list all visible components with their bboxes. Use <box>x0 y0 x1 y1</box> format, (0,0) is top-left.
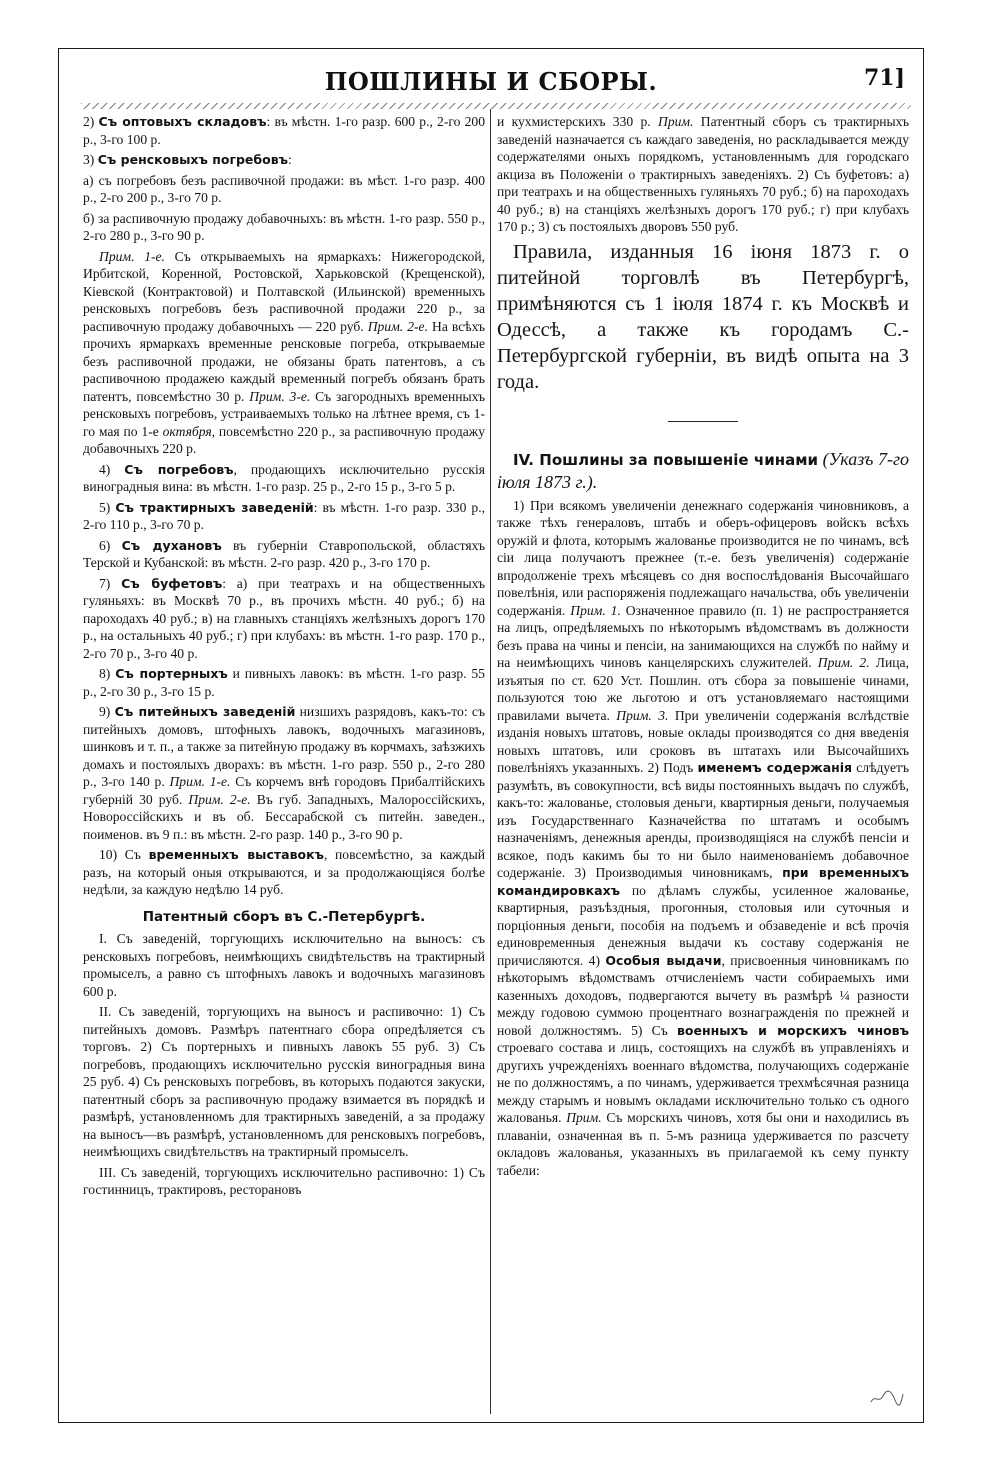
section-separator <box>668 421 738 422</box>
paragraph-rhine-cellars: 3) Съ ренсковыхъ погребовъ: <box>83 152 292 167</box>
column-divider <box>490 109 491 1414</box>
paragraph-wholesale-warehouses: 2) Съ оптовыхъ складовъ: въ мѣстн. 1-го разр. 600 р., 2-го 200 р., 3-го 100 р. <box>83 114 485 147</box>
paragraph-drinking-establishments: 9) Съ питейныхъ заведеній низшихъ разрядовъ, какъ-то: съ питейныхъ домовъ, штофныхъ лавокъ, водочныхъ магазиновъ, шинковъ и т. п., а также за питейную продажу въ корчмахъ, заѣзжихъ домахъ и постоялыхъ дворахъ: въ мѣстн. 1-го разр. 550 р., 2-го 280 р., 3-го 140 р. Прим. 1-е. Съ корчемъ внѣ городовъ Прибалтійскихъ губерній 30 руб. Прим. 2-е. Въ губ. Западныхъ, Малороссійскихъ, Новороссійскихъ и въ об. Бессарабской съ питейн. заведен., поименов. въ 9 п.: въ мѣстн. 2-го разр. 140 р., 3-го 90 р. <box>83 704 485 842</box>
running-title: ПОШЛИНЫ И СБОРЫ. <box>324 67 658 96</box>
paragraph-patent-iii: III. Съ заведеній, торгующихъ исключительно распивочно: 1) Съ гостинницъ, трактировъ, ресторановъ <box>83 1164 485 1197</box>
margin-mark <box>869 1386 905 1408</box>
paragraph-buffets: 7) Съ буфетовъ: а) при театрахъ и на общественныхъ гуляньяхъ: въ Москвѣ 70 р., въ прочихъ мѣстн. 40 руб.; б) на пароходахъ 40 руб.; в) на главныхъ станціяхъ желѣзныхъ дорогъ 170 р., на остальныхъ 40 руб.; г) при клубахъ: въ мѣстн. 1-го разр. 170 р., 2-го 70 р., 3-го 40 р. <box>83 575 485 661</box>
patent-fee-heading: Патентный сборъ въ С.-Петербургѣ. <box>142 908 426 925</box>
paragraph-cellars: 4) Съ погребовъ, продающихъ исключительно русскія виноградныя вина: въ мѣстн. 1-го разр. 25 р., 2-го 15 р., 3-го 5 р. <box>83 461 485 494</box>
paragraph-taverns: 5) Съ трактирныхъ заведеній: въ мѣстн. 1-го разр. 330 р., 2-го 110 р., 3-го 70 р. <box>83 499 485 532</box>
paragraph-cellars-a: а) съ погребовъ безъ распивочной продажи: въ мѣст. 1-го разр. 400 р., 2-го 200 р., 3-го 70 р. <box>83 172 485 205</box>
left-column <box>83 113 485 1202</box>
paragraph-promotion-rules: 1) При всякомъ увеличеніи денежнаго содержанія чиновниковъ, а также тѣхъ генераловъ, штабъ и оберъ-офицеровъ войскъ всѣхъ оружій и флота, которымъ жалованье производится не по чинамъ, всѣ сіи лица получаютъ прежнее (т.-е. безъ увеличенія) содержаніе впродолженіе трехъ мѣсяцевъ со дня воспослѣдованія Высочайшаго повелѣнія, или распоряженія подлежащаго начальства, объ увеличеніи содержанія. Прим. 1. Означенное правило (п. 1) не распространяется на лицъ, опредѣляемыхъ по нѣкоторымъ вѣдомствамъ въ должности безъ права на чины и пенсіи, на занимающихся на службѣ по найму и на неимѣющихъ чиновъ канцелярскихъ служителей. Прим. 2. Лица, изъятыя по ст. 620 Уст. Пошлин. отъ сбора за повышеніе чинами, пользуются тою же льготою и отъ установляемаго настоящими правилами вычета. Прим. 3. При увеличеніи содержанія вслѣдствіе изданія новыхъ штатовъ, новые оклады производятся со дня введенія новыхъ штатовъ, или сроковъ въ штатахъ или Высочайшихъ повелѣніяхъ указанныхъ. 2) Подъ именемъ содержанія слѣдуетъ разумѣть, въ совокупности, всѣ виды постоянныхъ выдачъ по службѣ, какъ-то: жалованье, столовыя деньги, квартирныя деньги, получаемыя изъ Государственнаго Казначейства по штатамъ и особымъ назначеніямъ, денежныя аренды, производящіяся на службѣ пенсіи и всякое, подъ какимъ бы то ни было наименованіемъ добавочное содержаніе. 3) Производимыя чиновникамъ, при временныхъ командировкахъ по дѣламъ службы, усиленное жалованье, квартирныя, разъѣздныя, прогонныя, столовыя или суточныя и порціонныя деньги, пособія на подъемъ и обзаведеніе и всѣ прочія единовременныя денежныя выдачи къ составу содержанія не причисляются. 4) Особыя выдачи, присвоенныя чиновникамъ по нѣкоторымъ вѣдомствамъ отчисленіемъ части собираемыхъ ими казенныхъ доходовъ, подвергаются вычету въ размѣрѣ ¼ разности между годовою суммою процентнаго вознагражденія по прежней и новой должностямъ. 5) Съ военныхъ и морскихъ чиновъ строеваго состава и лицъ, состоящихъ на службѣ въ управленіяхъ и другихъ учрежденіяхъ военнаго вѣдомства, получающихъ содержаніе не по должностямъ, а по чинамъ, удерживается трехмѣсячная разница между старымъ и новымъ окладами исключительно только съ одного жалованья. Прим. Съ морскихъ чиновъ, хотя бы они и находились въ плаваніи, означенная въ п. 5-мъ разница удерживается по разсчету окладовъ жалованья, указанныхъ въ прилагаемой къ сему пункту табели: <box>497 497 910 1178</box>
page-number: 71] <box>863 65 905 91</box>
paragraph-continuation: и кухмистерскихъ 330 р. Прим. Патентный сборъ съ трактирныхъ заведеній назначается съ каждаго заведенія, но раскладывается между содержателями оныхъ порядкомъ, установленнымъ для городскаго акциза въ Положеніи о трактирныхъ заведеніяхъ. 2) Съ буфетовъ: а) при театрахъ и на общественныхъ гуляньяхъ 70 руб.; б) на пароходахъ 40 руб.; в) на станціяхъ желѣзныхъ дорогъ 170 руб.; г) при клубахъ 170 р.; 3) съ постоялыхъ дворовъ 550 руб. <box>497 114 909 234</box>
section-heading-promotion-fees: IV. Пошлины за повышеніе чинами (Указъ 7-го іюля 1873 г.). <box>497 448 909 492</box>
paragraph-patent-i: I. Съ заведеній, торгующихъ исключительно на выносъ: съ ренсковыхъ погребовъ, неимѣющихъ свидѣтельствъ на трактирный промыселъ, а равно съ штофныхъ лавокъ и водочныхъ магазиновъ 600 р. <box>83 931 485 999</box>
paragraph-cellars-b: б) за распивочную продажу добавочныхъ: въ мѣстн. 1-го разр. 550 р., 2-го 280 р., 3-го 90 р. <box>83 210 485 243</box>
paragraph-dukhans: 6) Съ духановъ въ губерніи Ставропольской, областяхъ Терской и Кубанской: въ мѣстн. 2-го разр. 420 р., 3-го 170 р. <box>83 537 485 570</box>
book-page <box>58 48 924 1423</box>
paragraph-patent-ii: II. Съ заведеній, торгующихъ на выносъ и распивочно: 1) Съ питейныхъ домовъ. Размѣръ патентнаго сбора опредѣляется съ торговъ. 2) Съ портерныхъ и пивныхъ лавокъ 55 руб. 3) Съ погребовъ, продающихъ исключительно русскія виноградныя вина 25 руб. 4) Съ ренсковыхъ погребовъ, въ которыхъ подаются закуски, патентный сборъ за распивочную продажу взимается въ порядкѣ и размѣрѣ, установленномъ для трактирныхъ заведеній, а за продажу на выносъ—въ размѣрѣ, установленномъ для ренсковыхъ погребовъ, неимѣющихъ свидѣтельствъ на трактирный промыселъ. <box>83 1004 485 1159</box>
page-header <box>59 49 923 105</box>
header-rule <box>81 103 911 109</box>
right-column <box>497 113 909 1182</box>
paragraph-porter-shops: 8) Съ портерныхъ и пивныхъ лавокъ: въ мѣстн. 1-го разр. 55 р., 2-го 30 р., 3-го 15 р. <box>83 666 485 699</box>
paragraph-fair-notes: Прим. 1-е. Съ открываемыхъ на ярмаркахъ: Нижегородской, Ирбитской, Коренной, Ростовской, Харьковской (Крещенской), Кіевской (Контрактовой) и Полтавской (Ильинской) временныхъ ренсковыхъ погребовъ безъ распивочной продажи 220 р., за распивочную продажу добавочныхъ — 220 руб. Прим. 2-е. На всѣхъ прочихъ ярмаркахъ временные ренсковые погреба, открываемые безъ распивочной продажи, не обязаны брать патентовъ, а съ распивочною продажею каждый временный погребъ обязанъ брать патентъ, повсемѣстно 30 р. Прим. 3-е. Съ загородныхъ временныхъ ренсковыхъ погребовъ, устраиваемыхъ только на лѣтнее время, съ 1-го мая по 1-е октября, повсемѣстно 220 р., за распивочную продажу добавочныхъ 220 р. <box>83 248 486 456</box>
notice-1873-rules: Правила, изданныя 16 іюня 1873 г. о питейной торговлѣ въ Петербургѣ, примѣняются съ 1 іюля 1874 г. къ Москвѣ и Одессѣ, а также къ городамъ С.-Петербургской губерніи, въ видѣ опыта на 3 года. <box>497 240 909 393</box>
paragraph-temporary-stalls: 10) Съ временныхъ выставокъ, повсемѣстно, за каждый разъ, на который оныя открываются, и за продолжающіяся болѣе недѣли, за каждую недѣлю 14 руб. <box>83 847 486 897</box>
